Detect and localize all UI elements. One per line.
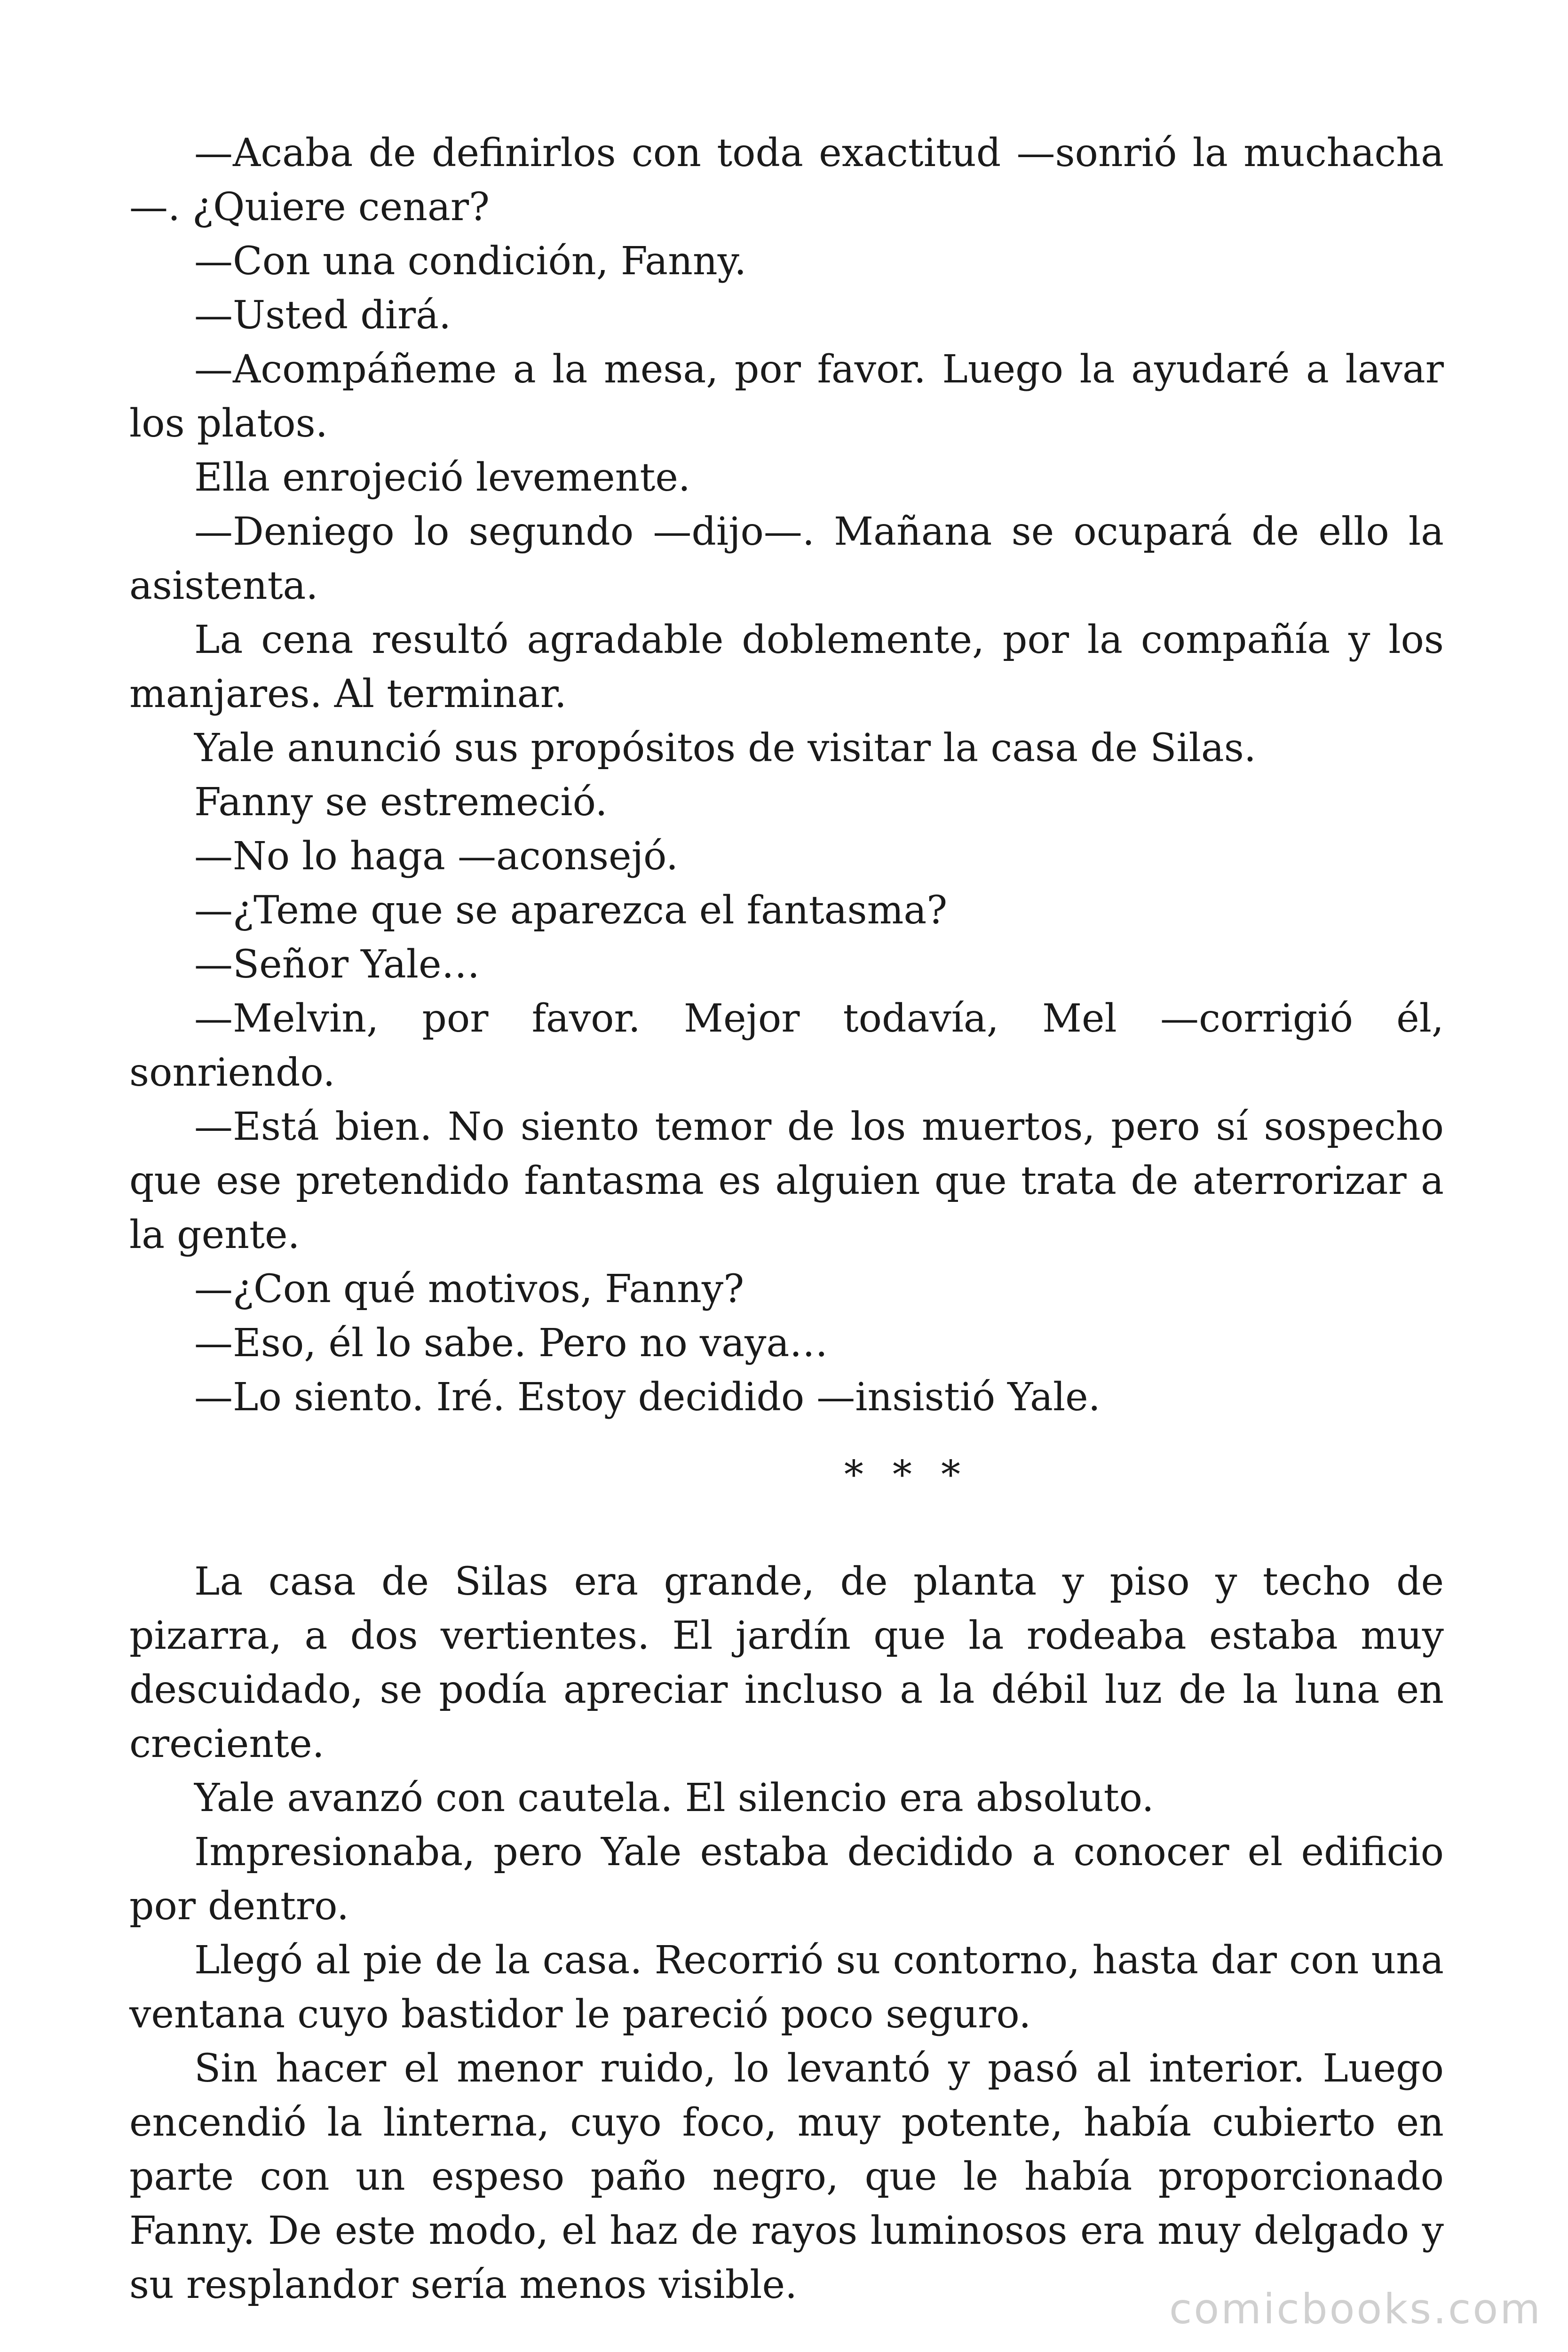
paragraph: —¿Teme que se aparezca el fantasma?	[194, 888, 948, 933]
page-body	[129, 126, 1444, 2312]
paragraph: —Usted dirá.	[194, 293, 451, 338]
paragraph: —Está bien. No siento temor de los muertos, pero sí sospecho que ese pretendido fantasma es alguien que trata de aterrorizar a la gente.	[129, 1104, 1444, 1257]
paragraph: Llegó al pie de la casa. Recorrió su contorno, hasta dar con una ventana cuyo bastidor le pareció poco seguro.	[129, 1938, 1444, 2037]
paragraph: —Acompáñeme a la mesa, por favor. Luego la ayudaré a lavar los platos.	[129, 347, 1444, 446]
paragraph: —Acaba de definirlos con toda exactitud —sonrió la muchacha —. ¿Quiere cenar?	[129, 131, 1444, 230]
section-separator: * * *	[844, 1453, 969, 1497]
paragraph: Ella enrojeció levemente.	[194, 455, 690, 500]
paragraph: Yale avanzó con cautela. El silencio era absoluto.	[194, 1776, 1154, 1820]
paragraph: —Señor Yale…	[194, 942, 480, 987]
paragraph: Sin hacer el menor ruido, lo levantó y pasó al interior. Luego encendió la linterna, cuyo foco, muy potente, había cubierto en parte con un espeso paño negro, que le había proporcionado Fanny. De este modo, el haz de rayos luminosos era muy delgado y su resplandor sería menos visible.	[129, 2046, 1444, 2307]
paragraph: Yale anunció sus propósitos de visitar la casa de Silas.	[194, 726, 1256, 771]
paragraph: —Con una condición, Fanny.	[194, 239, 747, 284]
paragraph: —Melvin, por favor. Mejor todavía, Mel —corrigió él, sonriendo.	[129, 996, 1444, 1095]
paragraph: —Deniego lo segundo —dijo—. Mañana se ocupará de ello la asistenta.	[129, 509, 1444, 608]
paragraph: —No lo haga —aconsejó.	[194, 834, 679, 879]
paragraph: La casa de Silas era grande, de planta y piso y techo de pizarra, a dos vertientes. El jardín que la rodeaba estaba muy descuidado, se podía apreciar incluso a la débil luz de la luna en creciente.	[129, 1559, 1444, 1766]
paragraph: —¿Con qué motivos, Fanny?	[194, 1267, 744, 1311]
watermark: comicbooks.com	[1169, 2285, 1542, 2333]
paragraph: La cena resultó agradable doblemente, por la compañía y los manjares. Al terminar.	[129, 618, 1444, 716]
paragraph: —Lo siento. Iré. Estoy decidido —insistió Yale.	[194, 1375, 1101, 1420]
paragraph: Impresionaba, pero Yale estaba decidido a conocer el edificio por dentro.	[129, 1830, 1444, 1929]
paragraph: —Eso, él lo sabe. Pero no vaya…	[194, 1321, 828, 1366]
paragraph: Fanny se estremeció.	[194, 780, 608, 825]
